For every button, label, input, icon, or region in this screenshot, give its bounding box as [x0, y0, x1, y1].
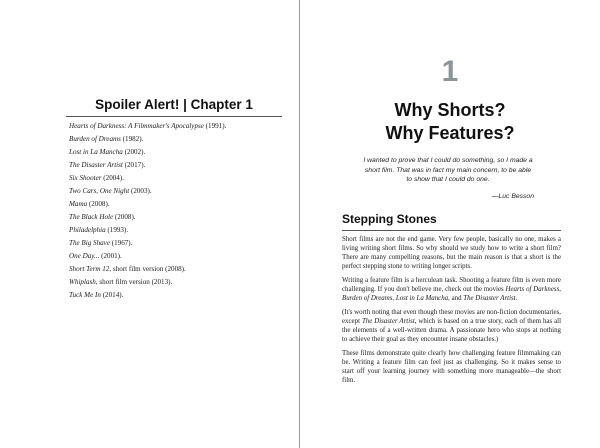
film-list-item [69, 289, 285, 302]
film-list-item [69, 250, 285, 263]
film-title: One Day... [69, 252, 100, 260]
film-detail: (2014). [100, 291, 124, 299]
film-detail: short film version (2013). [97, 278, 173, 286]
film-detail: (2004). [101, 174, 124, 182]
film-title: Tuck Me In [69, 291, 101, 299]
film-list-item [69, 133, 285, 146]
film-list-item [69, 159, 285, 172]
chapter-number: 1 [441, 55, 459, 88]
separator: , [392, 295, 396, 303]
film-title: Mama [69, 200, 88, 208]
film-title: Lost in La Mancha [69, 148, 123, 156]
paragraph-4: These films demonstrate quite clearly how challenging feature filmmaking can be. Writing a feature film can feel just as challenging. So it makes sense to start off your learning journey with something more manageable—the short film. [342, 349, 561, 384]
film-title: Hearts of Darkness: A Filmmaker's Apocalypse [69, 122, 204, 130]
paragraph-2 [342, 276, 561, 303]
film-detail: (2008). [87, 200, 110, 208]
separator: , and [448, 295, 464, 303]
film-list-item [69, 224, 285, 237]
section-heading: Stepping Stones [342, 212, 437, 226]
paragraph-2-lead: Writing a feature film is a herculean task. Shooting a feature film is even more challenging. If you don't believe me, check out the movies [342, 276, 561, 293]
spoiler-alert-heading: Spoiler Alert! | Chapter 1 [95, 97, 253, 112]
film-list-item [69, 198, 285, 211]
film-detail: (2017). [122, 161, 146, 169]
film-title: Whiplash, [69, 278, 98, 286]
paragraph-3-rest: , which is based on a true story, each of them has all the elements of a well-written drama. A passionate hero who stops at nothing to achieve their goal as they encounter insane obstacles.) [342, 317, 561, 343]
film-detail: (1991). [203, 122, 227, 130]
film-title: Short Term 12, [69, 265, 112, 273]
film-detail: short film version (2008). [111, 265, 186, 273]
chapter-title-line-2: Why Features? [385, 123, 515, 143]
film-title: Hearts of Darkness [505, 285, 560, 293]
film-title: Six Shooter [69, 174, 102, 182]
film-title: The Disaster Artist [361, 317, 415, 325]
left-page [0, 0, 299, 448]
film-list-item [69, 185, 285, 198]
film-list-item [69, 146, 285, 159]
film-list-item [69, 276, 285, 289]
film-title: The Black Hole [69, 213, 114, 221]
film-title: Two Cars, One Night [69, 187, 130, 195]
film-detail: (2003). [129, 187, 152, 195]
film-title: Burden of Dreams [69, 135, 121, 143]
paragraph-1: Short films are not the end game. Very few people, basically no one, makes a living writing short films. So why should we study how to write a short film? There are many compelling reasons, but the main reason is that a short is the perfect stepping stone to writing longer scripts. [342, 236, 561, 271]
film-detail: (2001). [99, 252, 122, 260]
film-list-item [69, 263, 285, 276]
film-title: The Disaster Artist [463, 295, 516, 303]
film-detail: (2008). [113, 213, 136, 221]
film-title: Philadelphia [69, 226, 106, 234]
paragraph-3 [342, 308, 561, 344]
film-detail: (2002). [122, 148, 146, 156]
body-text [342, 235, 561, 389]
chapter-title [300, 99, 600, 145]
right-page [300, 0, 600, 448]
film-list-item [69, 211, 285, 224]
film-title: Lost in La Mancha [395, 295, 449, 303]
film-detail: (1982). [120, 135, 144, 143]
heading-rule [66, 116, 282, 117]
film-detail: (1993). [105, 226, 129, 234]
paragraph-3-lead: (It's worth noting that even though these movies are non-fiction documentaries, except [342, 308, 561, 325]
epigraph-attribution: —Luc Besson [491, 193, 534, 200]
film-list-item [69, 237, 285, 250]
chapter-title-line-1: Why Shorts? [394, 100, 506, 120]
film-title: The Big Shave [69, 239, 110, 247]
paragraph-2-end: . [515, 295, 518, 303]
film-list-item [69, 172, 285, 185]
epigraph-quote: I wanted to prove that I could do something, so I made a short film. That was in fact my main concern, to be able to show that I could do one. [363, 157, 533, 184]
film-title: The Disaster Artist [69, 161, 123, 169]
film-title: Burden of Dreams [342, 295, 393, 303]
film-list [69, 120, 285, 302]
film-list-item [69, 120, 285, 133]
film-detail: (1967). [109, 239, 133, 247]
separator: , [559, 285, 561, 293]
section-rule [342, 230, 561, 231]
